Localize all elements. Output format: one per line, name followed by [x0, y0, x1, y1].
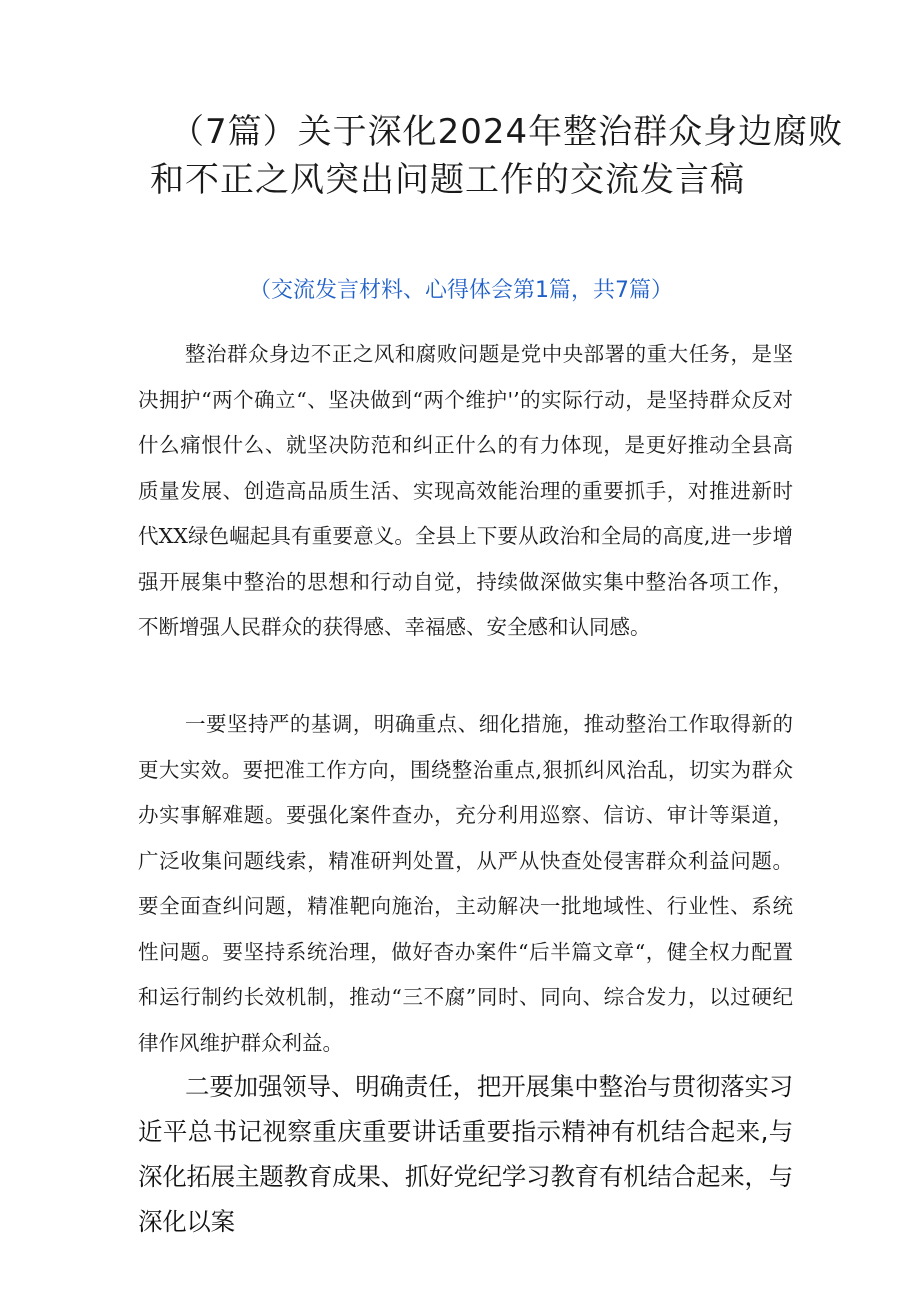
document-title: [150, 108, 844, 204]
paragraph-point-one: 一要坚持严的基调，明确重点、细化措施，推动整治工作取得新的更大实效。要把准工作方向，围绕整治重点,狠抓纠风治乱，切实为群众办实事解难题。要强化案件查办，充分利用巡察、信访、审计等渠道，广泛收集问题线索，精准研判处置，从严从快查处侵害群众利益问题。要全面查纠问题，精准靶向施治，主动解决一批地域性、行业性、系统性问题。要坚持系统治理，做好杳办案件“后半篇文章“，健全权力配置和运行制约长效机制，推动“三不腐”同时、同向、综合发力，以过硬纪律作风维护群众利益。: [138, 712, 793, 1055]
title-line-1: （7篇）关于深化2024年整治群众身边腐败: [170, 112, 844, 152]
paragraph-intro: 整治群众身边不正之风和腐败问题是党中央部署的重大任务，是坚决拥护“两个确立“、坚决做到“两个维护'’的实际行动，是坚持群众反对什么痛恨什么、就坚决防范和纠正什么的有力体现，是更好推动全县高质量发展、创造高品质生活、实现高效能治理的重要抓手，对推进新时代XX绿色崛起具有重要意义。全县上下要从政治和全局的高度,进一步增强开展集中整治的思想和行动自觉，持续做深做实集中整治各项工作，不断增强人民群众的获得感、幸福感、安全感和认同感。: [138, 342, 793, 639]
paragraph-point-two: 二要加强领导、明确责任，把开展集中整治与贯彻落实习近平总书记视察重庆重要讲话重要指示精神有机结合起来,与深化拓展主题教育成果、抓好党纪学习教育有机结合起来，与深化以案: [138, 1072, 793, 1236]
title-line-2: 和不正之风突出问题工作的交流发言稿: [150, 160, 745, 200]
document-subtitle: （交流发言材料、心得体会第1篇，共7篇）: [249, 278, 673, 303]
